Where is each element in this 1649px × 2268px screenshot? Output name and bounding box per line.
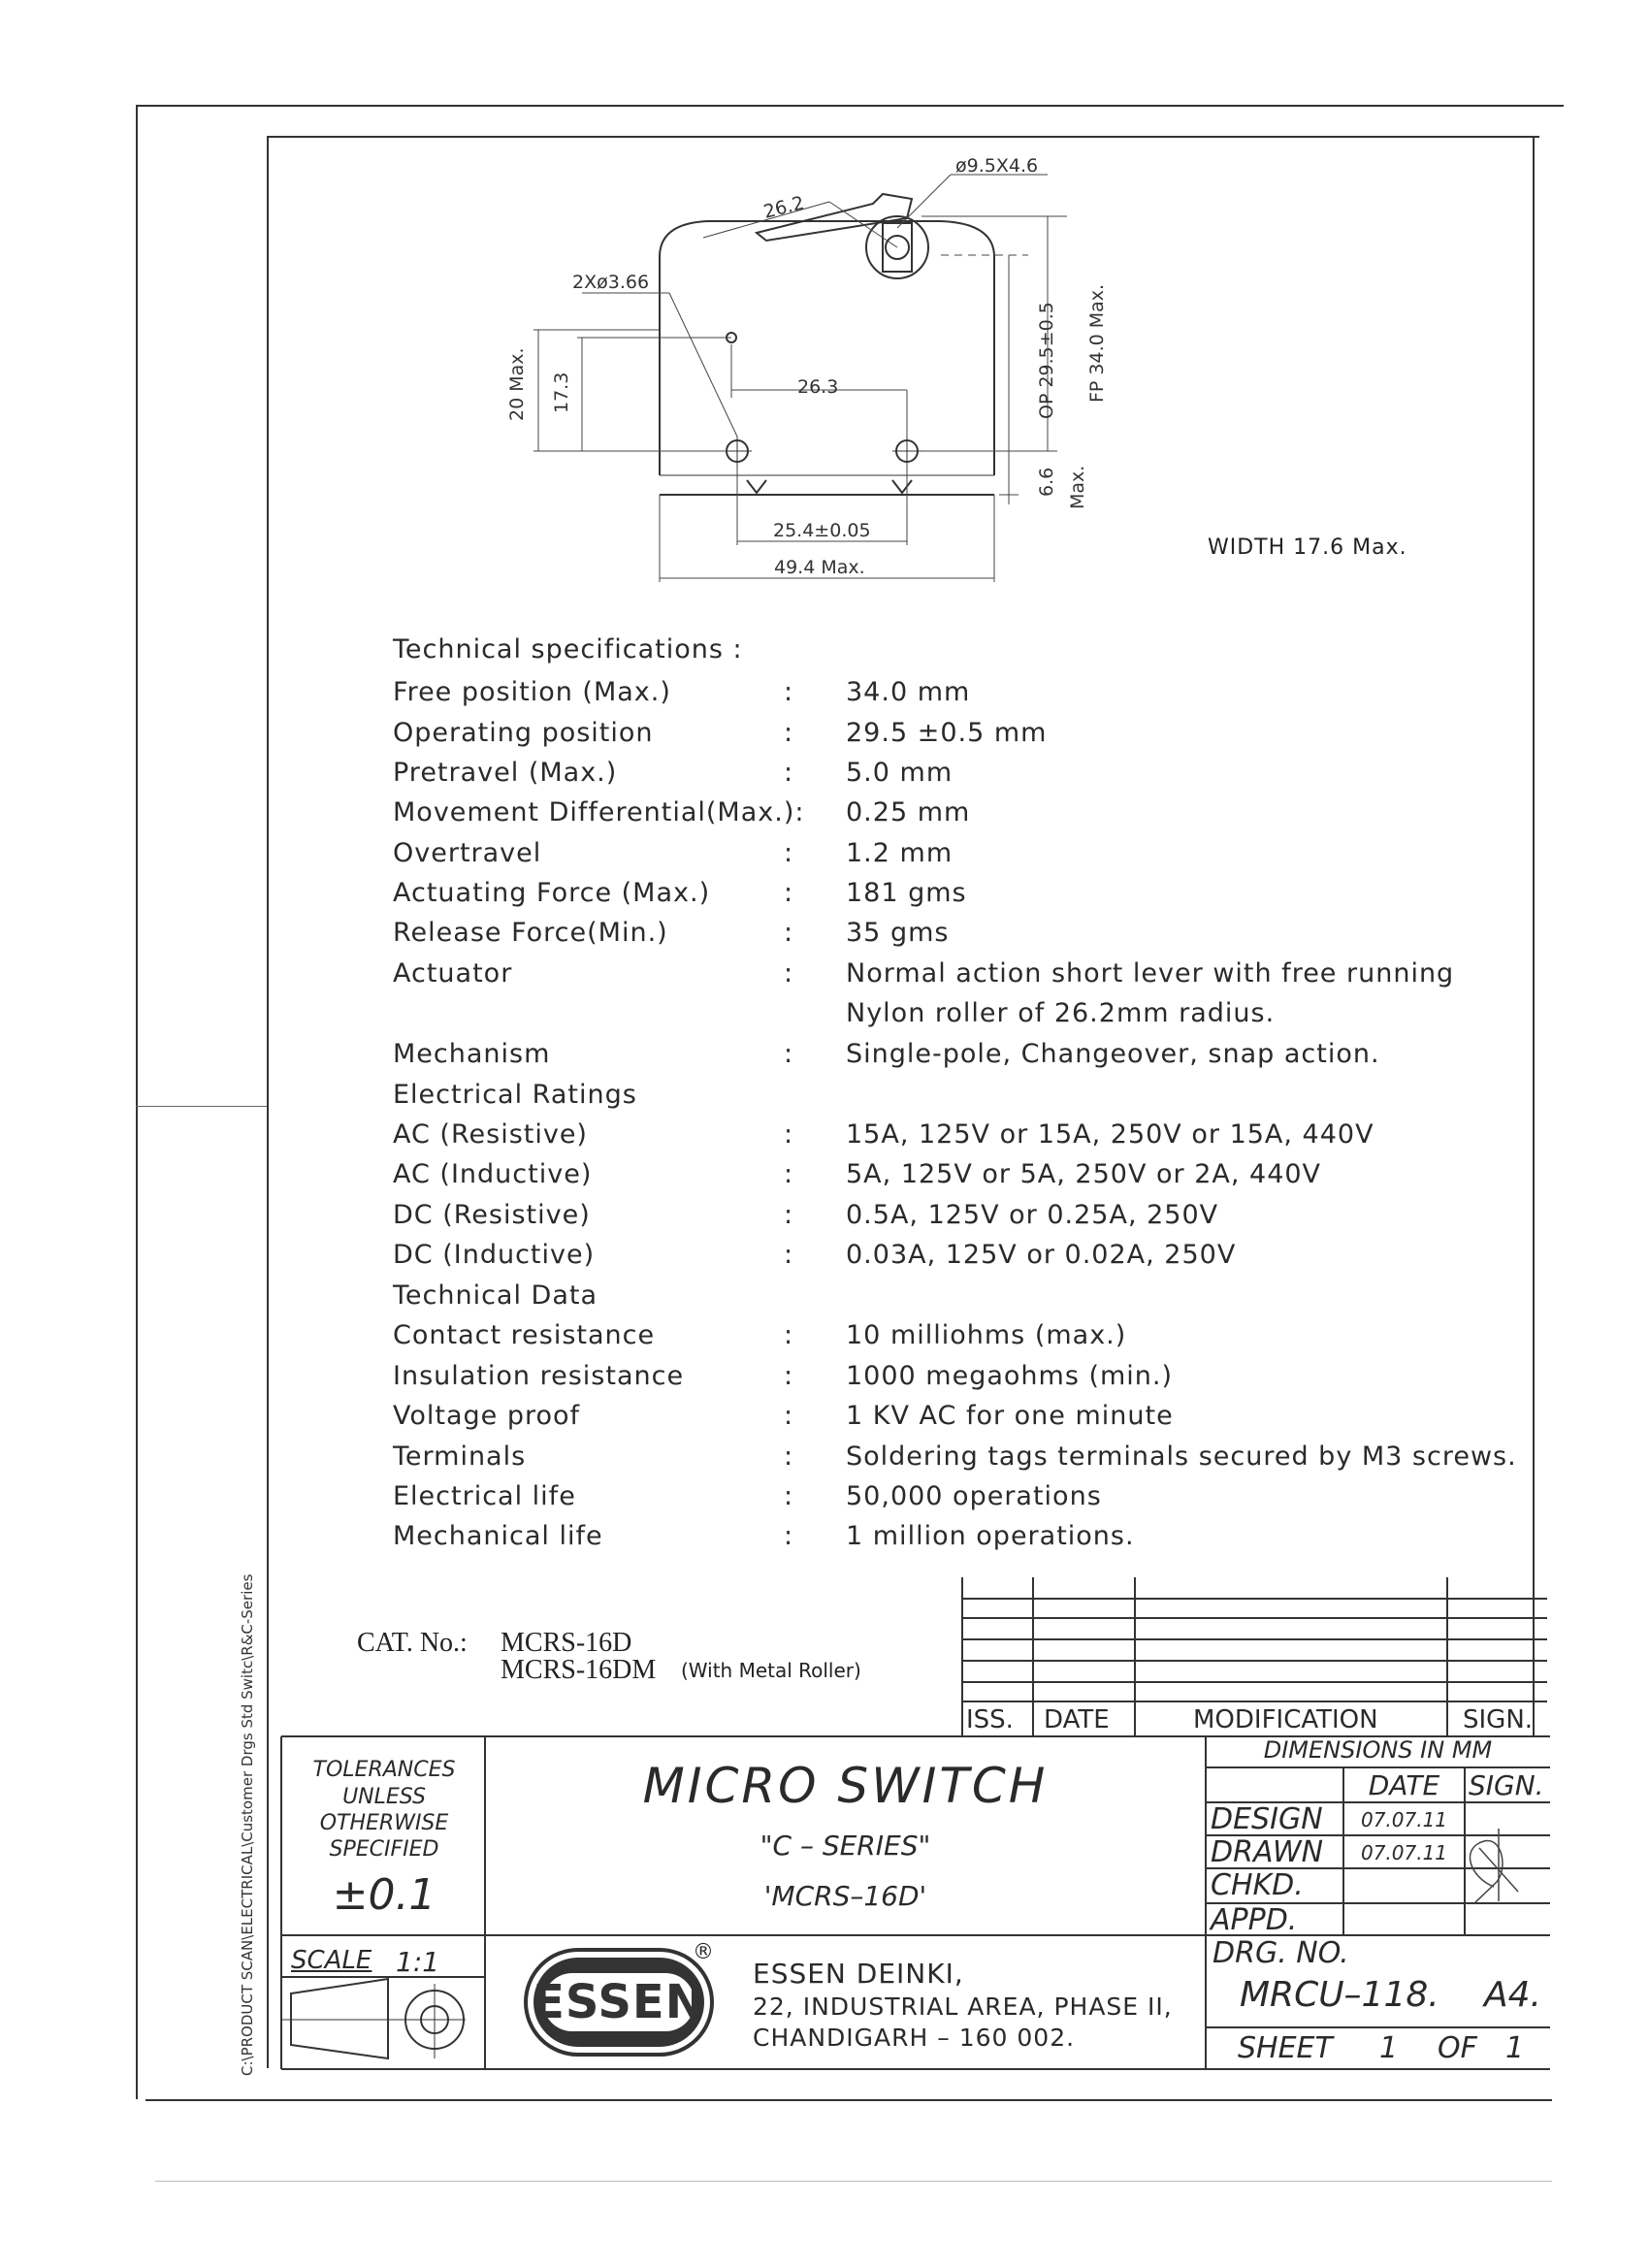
scale-label: SCALE xyxy=(291,1946,372,1975)
spec-colon: : xyxy=(784,718,793,748)
spec-colon: : xyxy=(784,1521,793,1551)
spec-value: Normal action short lever with free running xyxy=(846,958,1455,988)
spec-label: AC (Resistive) xyxy=(393,1119,588,1150)
cat-no-1: MCRS-16D xyxy=(501,1628,632,1658)
tolerance-value: ±0.1 xyxy=(332,1870,436,1920)
dim-height-max: 20 Max. xyxy=(506,347,528,421)
spec-colon: : xyxy=(784,758,793,788)
design-label: DESIGN xyxy=(1211,1802,1323,1836)
spec-value: 15A, 125V or 15A, 250V or 15A, 440V xyxy=(846,1119,1374,1150)
sheet-size: A4. xyxy=(1484,1975,1541,2015)
spec-label: Technical Data xyxy=(393,1280,598,1311)
tolerances-line-2: UNLESS xyxy=(342,1785,426,1809)
signature-scribble xyxy=(1471,1829,1518,1903)
dim-terminal-max: Max. xyxy=(1067,465,1088,509)
spec-value: 10 milliohms (max.) xyxy=(846,1320,1127,1350)
spec-colon: : xyxy=(784,918,793,948)
spec-colon: : xyxy=(784,1481,793,1511)
company-address-1: 22, INDUSTRIAL AREA, PHASE II, xyxy=(753,1993,1173,2021)
chkd-label: CHKD. xyxy=(1211,1868,1304,1902)
spec-colon: : xyxy=(784,958,793,988)
spec-value: 5A, 125V or 5A, 250V or 2A, 440V xyxy=(846,1159,1322,1189)
spec-value: Single-pole, Changeover, snap action. xyxy=(846,1039,1380,1069)
specs-heading: Technical specifications : xyxy=(393,634,743,664)
spec-label: Actuator xyxy=(393,958,513,988)
drg-no-label: DRG. NO. xyxy=(1212,1936,1349,1970)
rev-date-header: DATE xyxy=(1044,1705,1110,1734)
dim-operating-position: OP 29.5±0.5 xyxy=(1036,302,1057,419)
spec-value: 0.03A, 125V or 0.02A, 250V xyxy=(846,1240,1237,1270)
rev-modification-header: MODIFICATION xyxy=(1193,1705,1378,1734)
spec-label: Mechanical life xyxy=(393,1521,603,1551)
spec-label: Actuating Force (Max.) xyxy=(393,878,711,908)
dim-holes: 2Xø3.66 xyxy=(572,272,650,293)
tolerances-line-4: SPECIFIED xyxy=(329,1837,439,1862)
spec-value: Nylon roller of 26.2mm radius. xyxy=(846,998,1276,1028)
spec-label: Release Force(Min.) xyxy=(393,918,668,948)
dim-roller-diameter: ø9.5X4.6 xyxy=(955,155,1039,177)
spec-label: Free position (Max.) xyxy=(393,677,671,707)
sheet-number: 1 xyxy=(1379,2031,1399,2065)
spec-label: Insulation resistance xyxy=(393,1361,685,1391)
rev-sign-header: SIGN. xyxy=(1463,1705,1534,1734)
cat-no-label: CAT. No.: xyxy=(357,1628,468,1658)
drawn-label: DRAWN xyxy=(1211,1835,1324,1869)
spec-value: 35 gms xyxy=(846,918,950,948)
drg-no: MRCU–118. xyxy=(1240,1975,1439,2015)
spec-label: Overtravel xyxy=(393,838,542,868)
cat-no-2: MCRS-16DM xyxy=(501,1655,657,1685)
tolerances-line-1: TOLERANCES xyxy=(312,1758,456,1782)
drawn-date: 07.07.11 xyxy=(1360,1841,1448,1864)
tolerances-line-3: OTHERWISE xyxy=(319,1811,449,1835)
spec-colon: : xyxy=(784,1361,793,1391)
dim-free-position: FP 34.0 Max. xyxy=(1086,283,1108,403)
dimensions-in-mm: DIMENSIONS IN MM xyxy=(1263,1736,1493,1764)
company-name: ESSEN DEINKI, xyxy=(753,1958,964,1990)
spec-colon: : xyxy=(784,1159,793,1189)
spec-label: Mechanism xyxy=(393,1039,551,1069)
dim-hole-pitch: 25.4±0.05 xyxy=(773,520,871,541)
dim-length-max: 49.4 Max. xyxy=(774,557,865,578)
spec-colon: : xyxy=(784,677,793,707)
spec-label: Electrical Ratings xyxy=(393,1080,637,1110)
spec-label: DC (Resistive) xyxy=(393,1200,591,1230)
spec-label: Operating position xyxy=(393,718,654,748)
spec-value: 1 KV AC for one minute xyxy=(846,1401,1174,1431)
dim-height: 17.3 xyxy=(551,372,572,413)
spec-value: 1000 megaohms (min.) xyxy=(846,1361,1174,1391)
rev-iss-header: ISS. xyxy=(966,1705,1014,1734)
scale-value: 1:1 xyxy=(396,1946,440,1978)
spec-colon: : xyxy=(784,1320,793,1350)
spec-colon: : xyxy=(784,878,793,908)
spec-value: 0.25 mm xyxy=(846,797,971,827)
registered-mark: ® xyxy=(693,1940,714,1964)
spec-colon: : xyxy=(784,1240,793,1270)
sheet-of: OF xyxy=(1438,2031,1477,2065)
spec-value: 5.0 mm xyxy=(846,758,954,788)
spec-value: 1.2 mm xyxy=(846,838,954,868)
company-address-2: CHANDIGARH – 160 002. xyxy=(753,2024,1076,2052)
spec-label: DC (Inductive) xyxy=(393,1240,596,1270)
spec-colon: : xyxy=(784,1039,793,1069)
spec-label: Electrical life xyxy=(393,1481,576,1511)
sign-header: SIGN. xyxy=(1469,1769,1544,1801)
width-note: WIDTH 17.6 Max. xyxy=(1208,535,1407,560)
spec-colon: : xyxy=(784,1401,793,1431)
sheet-label: SHEET xyxy=(1238,2031,1333,2065)
design-date: 07.07.11 xyxy=(1360,1808,1448,1831)
essen-logo-text: ESSEN xyxy=(533,1975,705,2029)
sheet-total: 1 xyxy=(1505,2031,1525,2065)
spec-label: Contact resistance xyxy=(393,1320,656,1350)
spec-label: Pretravel (Max.) xyxy=(393,758,618,788)
spec-colon: : xyxy=(784,838,793,868)
spec-value: 29.5 ±0.5 mm xyxy=(846,718,1048,748)
spec-value: 181 gms xyxy=(846,878,967,908)
spec-value: 50,000 operations xyxy=(846,1481,1102,1511)
drawing-title: MICRO SWITCH xyxy=(642,1758,1049,1814)
dim-hole-offset: 26.3 xyxy=(797,376,839,398)
essen-logo xyxy=(524,1948,714,2057)
dim-lever-radius: 26.2 xyxy=(760,192,807,223)
spec-label: AC (Inductive) xyxy=(393,1159,593,1189)
drawing-series: "C – SERIES" xyxy=(760,1830,931,1862)
appd-label: APPD. xyxy=(1211,1903,1298,1937)
spec-label: Voltage proof xyxy=(393,1401,581,1431)
spec-colon: : xyxy=(784,1200,793,1230)
spec-colon: : xyxy=(784,1442,793,1472)
dim-terminal: 6.6 xyxy=(1036,467,1057,497)
spec-label: Movement Differential(Max.): xyxy=(393,797,805,827)
date-header: DATE xyxy=(1368,1769,1440,1801)
spec-value: Soldering tags terminals secured by M3 screws. xyxy=(846,1442,1517,1472)
spec-colon: : xyxy=(784,1119,793,1150)
cat-no-note: (With Metal Roller) xyxy=(681,1659,861,1682)
spec-value: 34.0 mm xyxy=(846,677,971,707)
spec-label: Terminals xyxy=(393,1442,527,1472)
file-path-text: C:\PRODUCT SCAN\ELECTRICAL\Customer Drgs Std Switc\R&C-Series xyxy=(239,1573,256,2076)
drawing-model: 'MCRS–16D' xyxy=(763,1880,927,1912)
spec-value: 0.5A, 125V or 0.25A, 250V xyxy=(846,1200,1219,1230)
spec-value: 1 million operations. xyxy=(846,1521,1135,1551)
